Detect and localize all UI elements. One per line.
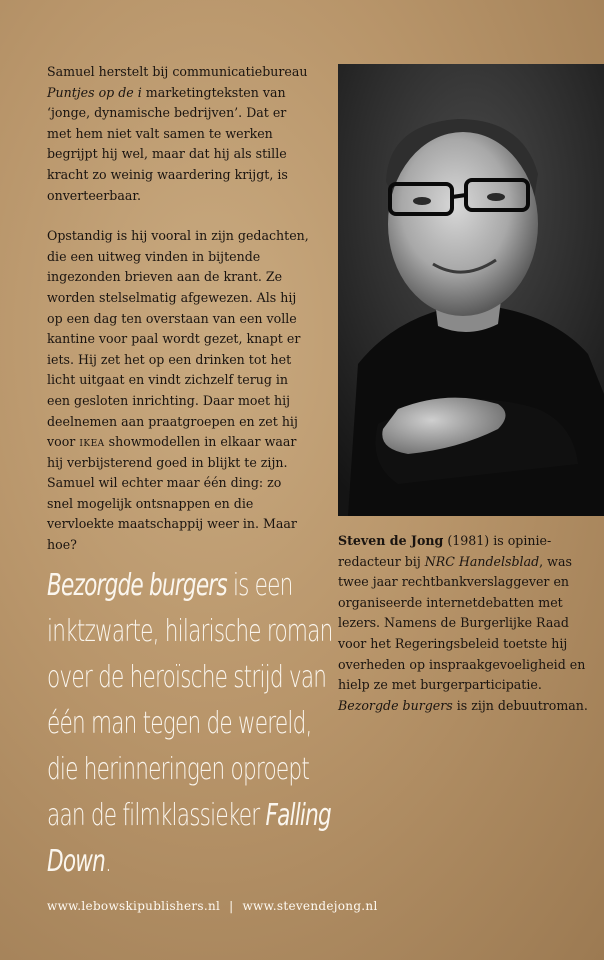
author-photo: [338, 64, 604, 516]
blurb-text: [47, 62, 309, 576]
quote-book-title: Bezorgde burgers: [47, 568, 227, 603]
bio-text-1: (1981) is opinie-redacteur bij: [338, 533, 552, 569]
publisher-link[interactable]: www.lebowskipublishers.nl: [47, 899, 221, 913]
blurb-p2-text: Opstandig is hij vooral in zijn gedachten, die een uitweg vinden in bijtende ingezonden brieven aan de krant. Ze worden stelselmatig afgewezen. Als hij op een dag ten overstaan van een volle kantine voor paal wordt gezet, knapt er iets. Hij zet het op een drinken tot het licht uitgaat en vindt zichzelf terug in een gesloten inrichting. Daar moet hij deelnemen aan praatgroepen en zet hij voor: [47, 228, 309, 450]
author-bio: [338, 531, 588, 716]
author-site-link[interactable]: www.stevendejong.nl: [242, 899, 378, 913]
blurb-paragraph-1: [47, 62, 309, 206]
blurb-p2-text-end: showmodellen in elkaar waar hij verbijsterend goed in blijkt te zijn. Samuel wil echter maar één ding: zo snel mogelijk ontsnappen en die vervloekte maatschappij weer in. Maar hoe?: [47, 434, 297, 553]
quote-film-title: Falling Down: [47, 798, 331, 879]
quote-text: is een inktzwarte, hilarische roman over de heroïsche strijd van één man tegen de wereld, die herinneringen oproept aan de filmklassieker: [47, 568, 333, 833]
quote-end: .: [105, 844, 112, 879]
brand-name: ikea: [79, 434, 105, 450]
author-name: Steven de Jong: [338, 533, 444, 548]
footer-links: [47, 899, 378, 913]
newspaper-name: NRC Handelsblad: [424, 553, 540, 569]
footer-separator: |: [229, 899, 234, 913]
bio-text-3: is zijn debuutroman.: [452, 697, 588, 713]
pull-quote: [47, 563, 335, 885]
agency-name: Puntjes op de i: [47, 84, 142, 100]
book-title: Bezorgde burgers: [338, 697, 453, 713]
blurb-paragraph-2: [47, 226, 309, 556]
blurb-p1-text-end: marketingteksten van ‘jonge, dynamische bedrijven’. Dat er met hem niet valt samen te werken begrijpt hij wel, maar dat hij als stille kracht zo weinig waardering krijgt, is onverteerbaar.: [47, 84, 288, 203]
bio-text-2: , was twee jaar rechtbankverslaggever en organiseerde internetdebatten met lezers. Namens de Burgerlijke Raad voor het Regeringsbeleid toetste hij overheden op inspraakgevoeligheid en hielp ze met burgerparticipatie.: [338, 553, 586, 693]
blurb-p1-text: Samuel herstelt bij communicatiebureau: [47, 64, 308, 79]
